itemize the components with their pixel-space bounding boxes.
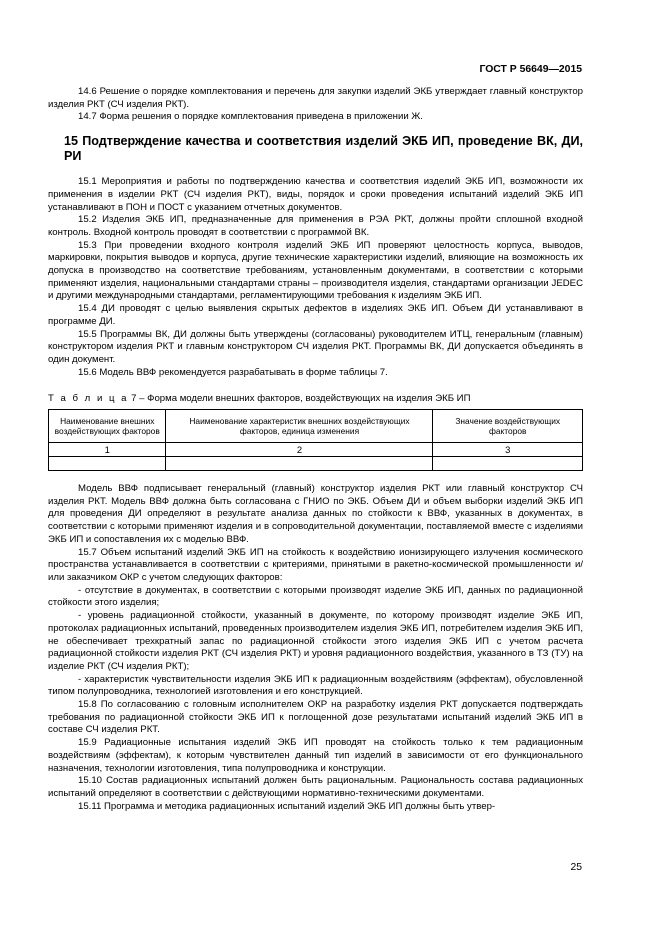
paragraph-15-7: 15.7 Объем испытаний изделий ЭКБ ИП на стойкость к воздействию ионизирующего излучения космического пространства устанавливается в соответствии с критериями, принятыми в ракетно-космической промышленности и/или заказчиком ОКР с учетом следующих факторов: — [48, 546, 583, 583]
list-item: - отсутствие в документах, в соответствии с которыми производят изделие ЭКБ ИП, данных по радиационной стойкости этого изделия; — [48, 584, 583, 609]
table-number-row — [49, 443, 583, 457]
table-empty-cell — [433, 457, 583, 471]
table-empty-row — [49, 457, 583, 471]
paragraph-15-9: 15.9 Радиационные испытания изделий ЭКБ ИП проводят на стойкость только к тем радиационным воздействиям (эффектам), к которым чувствителен данный тип изделий в зависимости от его функционального назначения, технологии изготовления, типа полупроводника и конструкции. — [48, 737, 583, 774]
page-number: 25 — [570, 862, 582, 874]
table-header-cell: Наименование характеристик внешних воздействующих факторов, единица изменения — [166, 410, 433, 443]
table-number-cell: 1 — [49, 443, 166, 457]
paragraph-vvf-model: Модель ВВФ подписывает генеральный (главный) конструктор изделия РКТ или главный конструктор СЧ изделия РКТ. Модель ВВФ должна быть согласована с ГНИО по ЭКБ. Объем ДИ и объем выборки изделий ЭКБ ИП для проведения ДИ определяют в результате анализа данных по стойкости к ВВФ, указанных в документах, в соответствии с которыми применяют изделия и в сопроводительной документации, поставляемой вместе с изделиями ЭКБ ИП и сопоставления их с моделью ВВФ. — [48, 483, 583, 545]
table-caption-text: 7 – Форма модели внешних факторов, воздействующих на изделия ЭКБ ИП — [128, 393, 471, 405]
page-content — [48, 86, 583, 813]
document-code-header: ГОСТ Р 56649—2015 — [479, 64, 582, 75]
paragraph-15-5: 15.5 Программы ВК, ДИ должны быть утверждены (согласованы) руководителем ИТЦ, генеральным (главным) конструктором изделия РКТ и главным конструктором СЧ изделия РКТ. Программы ВК, ДИ допускается объединять в один документ. — [48, 328, 583, 365]
list-item: - характеристик чувствительности изделия ЭКБ ИП к радиационным воздействиям (эффектам), обусловленной типом полупроводника, технологией изготовления и его конструкцией. — [48, 673, 583, 698]
table-empty-cell — [166, 457, 433, 471]
paragraph-15-8: 15.8 По согласованию с головным исполнителем ОКР на разработку изделия РКТ допускается подтверждать требования по радиационной стойкости ЭКБ ИП к поглощенной дозе результатами испытаний изделий ЭКБ ИП в составе СЧ изделия РКТ. — [48, 699, 583, 736]
table-caption-label: Т а б л и ц а — [48, 393, 129, 405]
paragraph-14-6: 14.6 Решение о порядке комплектования и перечень для закупки изделий ЭКБ утверждает главный конструктор изделия РКТ (СЧ изделия РКТ). — [48, 86, 583, 110]
paragraph-15-3: 15.3 При проведении входного контроля изделий ЭКБ ИП проверяют целостность корпуса, выводов, маркировки, покрытия выводов и корпуса, другие технические характеристики изделий, влияющие на возможность их допуска в производство на соответствие требованиям, установленным документами, в соответствии с которыми применяют изделия, национальными стандартами страны – производителя изделия, стандартами организации JEDEC и другими международными стандартами, регламентирующими требования к изделиям ЭКБ ИП. — [48, 239, 583, 302]
paragraph-14-7: 14.7 Форма решения о порядке комплектования приведена в приложении Ж. — [78, 111, 423, 123]
table-7 — [48, 409, 583, 471]
table-header-row — [49, 410, 583, 443]
list-item: - уровень радиационной стойкости, указанный в документе, по которому производят изделие ЭКБ ИП, протоколах радиационных испытаний, проведенных производителем изделия ЭКБ ИП, потребителем изделия ЭКБ ИП, не обеспечивает трехкратный запас по радиационной стойкости этого изделия ЭКБ ИП с учетом расчета радиационной стойкости изделия РКТ (СЧ изделия РКТ) и уровня радиационного воздействия, указанного в ТЗ (ТУ) на изделие РКТ (СЧ изделия РКТ); — [48, 610, 583, 672]
section-15-heading: 15 Подтверждение качества и соответствия изделий ЭКБ ИП, проведение ВК, ДИ, РИ — [64, 134, 583, 164]
paragraph-15-2: 15.2 Изделия ЭКБ ИП, предназначенные для применения в РЭА РКТ, должны пройти сплошной входной контроль. Входной контроль проводят в соответствии с программой ВК. — [48, 214, 583, 238]
paragraph-15-6: 15.6 Модель ВВФ рекомендуется разрабатывать в форме таблицы 7. — [78, 366, 388, 378]
table-empty-cell — [49, 457, 166, 471]
table-7-caption — [48, 393, 583, 406]
paragraph-15-10: 15.10 Состав радиационных испытаний должен быть рациональным. Рациональность состава радиационных испытаний определяют в соответствии с действующими нормативно-техническими документами. — [48, 775, 583, 799]
paragraph-15-1: 15.1 Мероприятия и работы по подтверждению качества и соответствия изделий ЭКБ ИП, возможности их применения в изделии РКТ (СЧ изделия РКТ), виды, порядок и сроки проведения испытаний изделий ЭКБ ИП устанавливают в ПОН и ПОСТ с указанием отчетных документов. — [48, 176, 583, 213]
table-header-cell: Значение воздействующих факторов — [433, 410, 583, 443]
table-number-cell: 2 — [166, 443, 433, 457]
table-number-cell: 3 — [433, 443, 583, 457]
paragraph-15-11: 15.11 Программа и методика радиационных испытаний изделий ЭКБ ИП должны быть утвер- — [78, 800, 496, 812]
paragraph-15-4: 15.4 ДИ проводят с целью выявления скрытых дефектов в изделиях ЭКБ ИП. Объем ДИ устанавливают в программе ДИ. — [48, 303, 583, 327]
table-header-cell: Наименование внешних воздействующих факторов — [49, 410, 166, 443]
